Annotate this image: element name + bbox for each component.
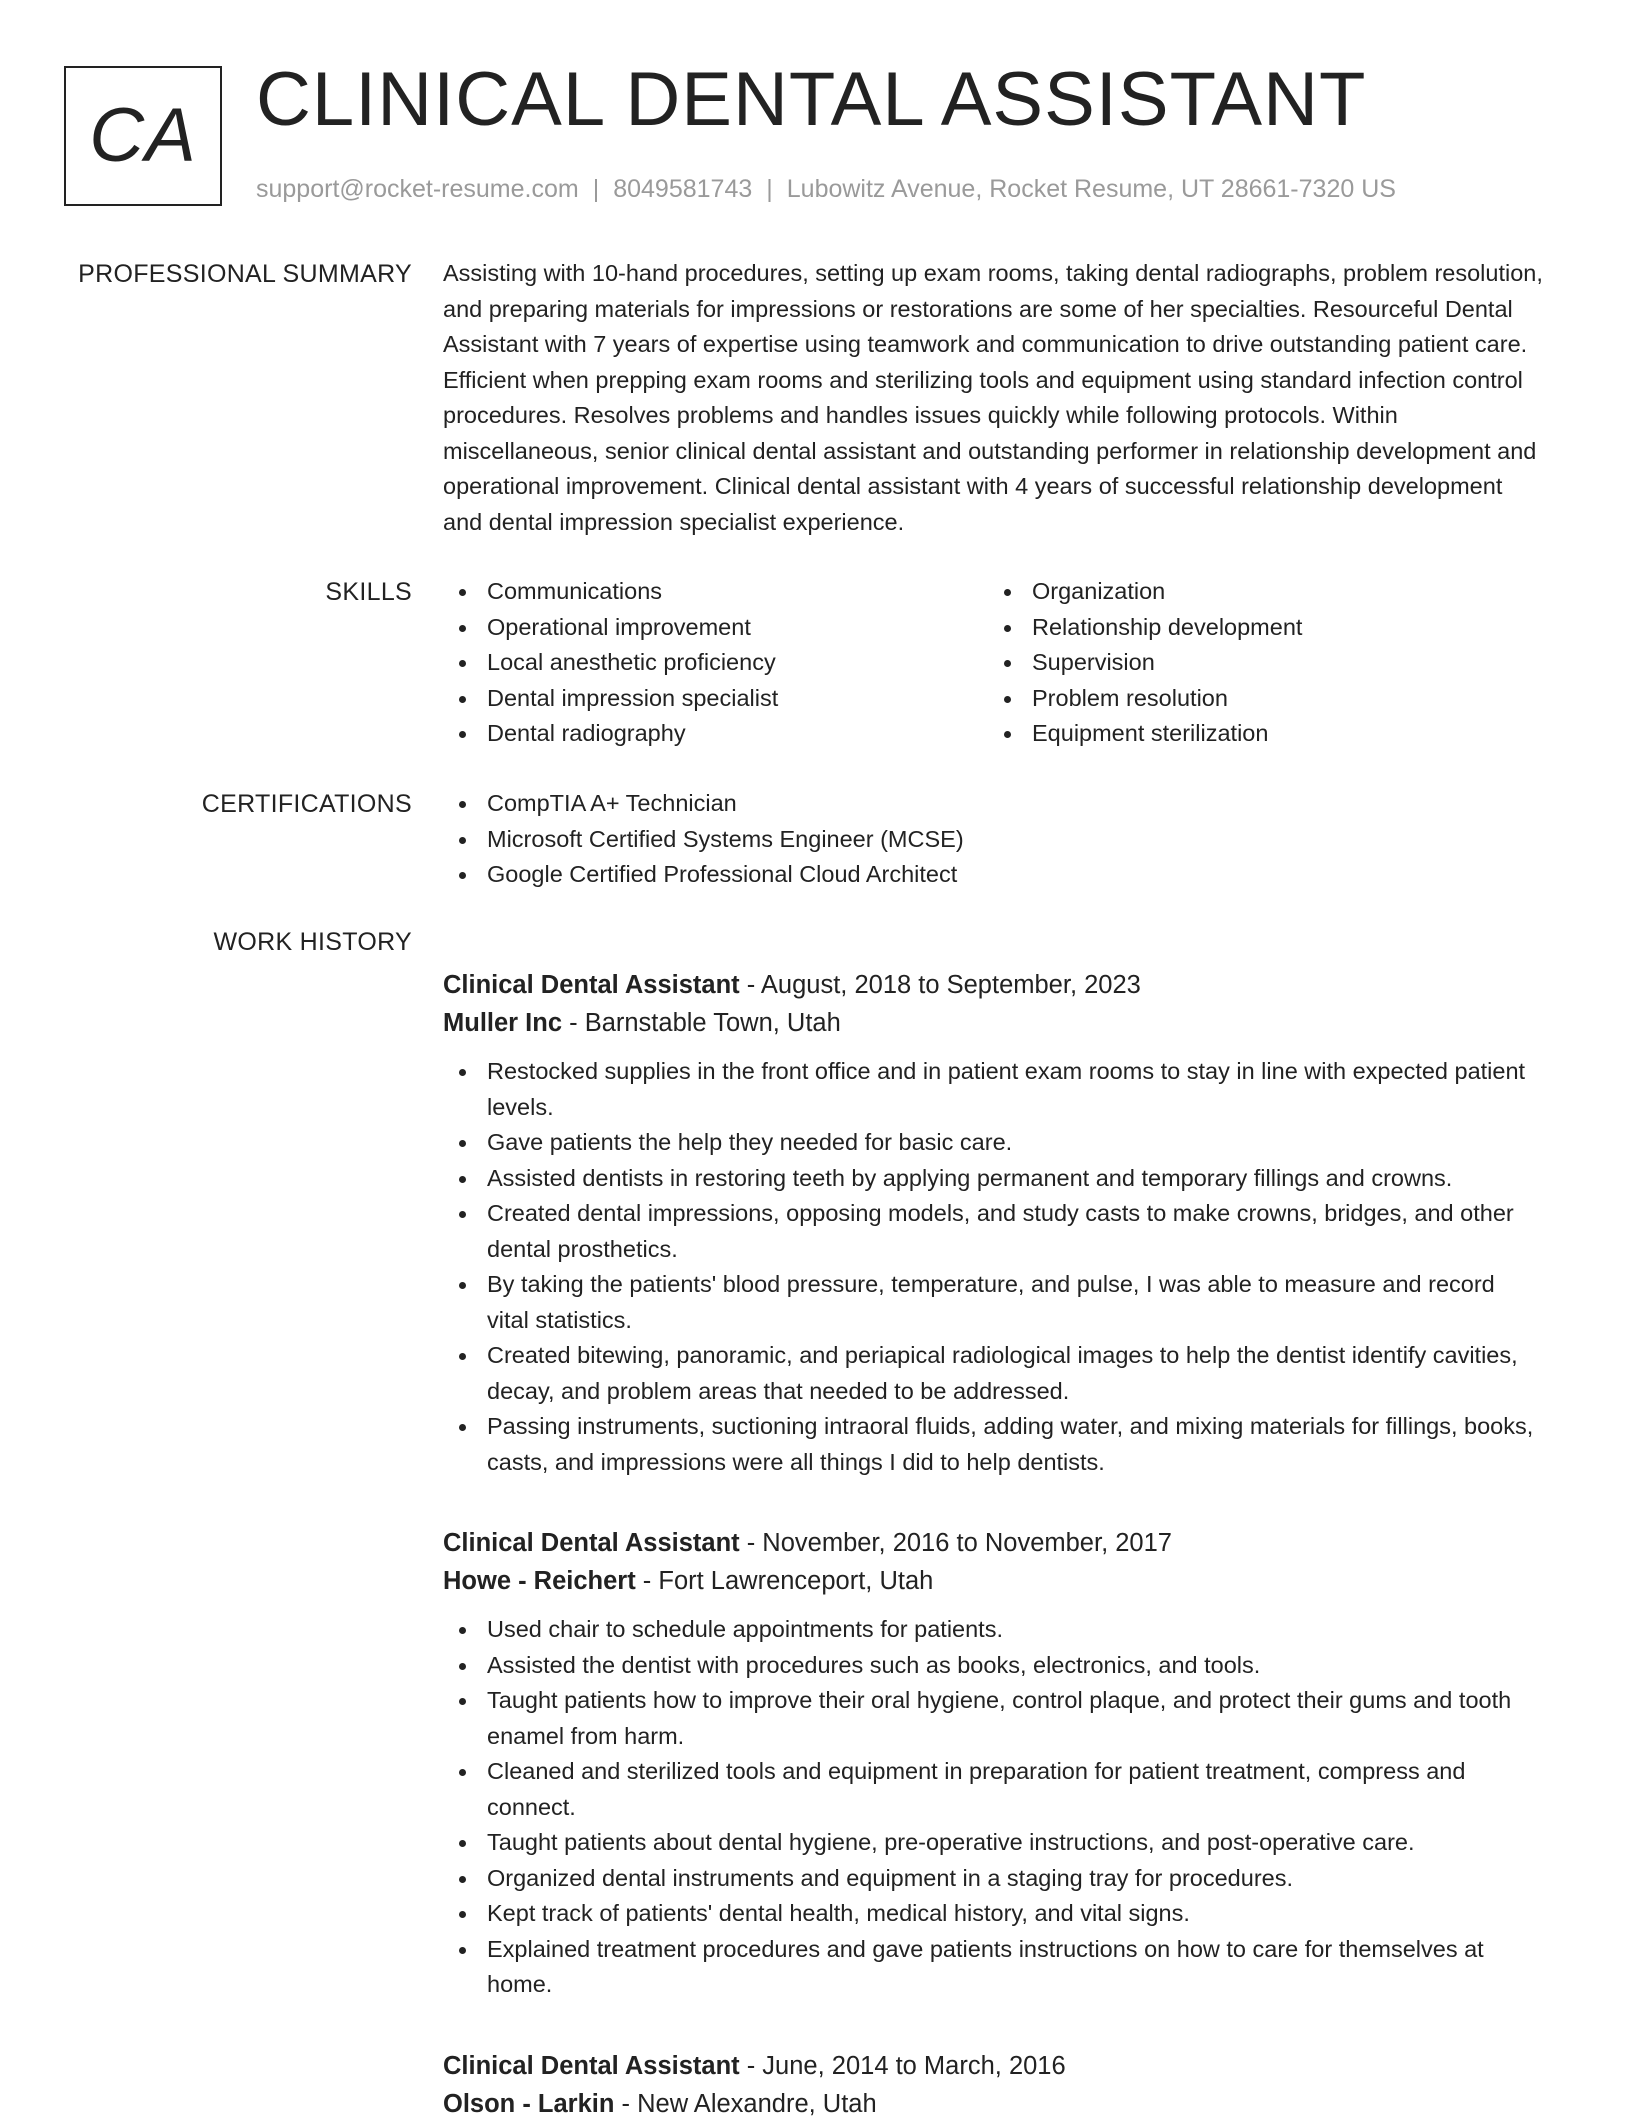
job-title-line xyxy=(443,2047,1543,2085)
list-item: By taking the patients' blood pressure, temperature, and pulse, I was able to measure and record vital statistics. xyxy=(443,1267,1543,1338)
job-title: Clinical Dental Assistant xyxy=(443,2051,740,2080)
contact-separator: | xyxy=(766,175,773,203)
work-history-heading: WORK HISTORY xyxy=(213,928,412,956)
job-bullets xyxy=(443,1054,1543,1480)
job-company-line xyxy=(443,1562,1543,1600)
job-title-line xyxy=(443,1524,1543,1562)
job-bullets xyxy=(443,1612,1543,2003)
skills-left-list xyxy=(443,574,988,752)
list-item: Dental radiography xyxy=(443,716,988,752)
certifications-body xyxy=(443,786,1543,893)
resume-name: CLINICAL DENTAL ASSISTANT xyxy=(256,57,1367,142)
job-location: - New Alexandre, Utah xyxy=(614,2089,877,2118)
list-item: Assisted the dentist with procedures such as books, electronics, and tools. xyxy=(443,1648,1543,1684)
list-item: Equipment sterilization xyxy=(988,716,1533,752)
job-dates: - November, 2016 to November, 2017 xyxy=(739,1529,1172,1557)
list-item: Relationship development xyxy=(988,610,1533,646)
list-item: Operational improvement xyxy=(443,610,988,646)
list-item: Taught patients about dental hygiene, pre-operative instructions, and post-operative care. xyxy=(443,1825,1543,1861)
list-item: Created dental impressions, opposing models, and study casts to make crowns, bridges, and other dental prosthetics. xyxy=(443,1196,1543,1267)
job-title: Clinical Dental Assistant xyxy=(443,1529,740,1557)
job-dates: - June, 2014 to March, 2016 xyxy=(739,2051,1066,2080)
list-item: Used chair to schedule appointments for patients. xyxy=(443,1612,1543,1648)
skills-grid xyxy=(443,574,1543,752)
job-company: Howe - Reichert xyxy=(443,1567,636,1595)
contact-email: support@rocket-resume.com xyxy=(256,175,579,203)
list-item: Explained treatment procedures and gave patients instructions on how to care for themselves at home. xyxy=(443,1932,1543,2003)
list-item: Passing instruments, suctioning intraoral fluids, adding water, and mixing materials for fillings, books, casts, and impressions were all things I did to help dentists. xyxy=(443,1409,1543,1480)
certifications-heading: CERTIFICATIONS xyxy=(201,790,412,818)
contact-phone: 8049581743 xyxy=(613,175,753,203)
job-company: Muller Inc xyxy=(443,1009,563,1037)
job-company-line xyxy=(443,2085,1543,2123)
list-item: Microsoft Certified Systems Engineer (MCSE) xyxy=(443,822,1543,858)
list-item: Gave patients the help they needed for basic care. xyxy=(443,1125,1543,1161)
job-entry xyxy=(443,2047,1543,2123)
list-item: Assisted dentists in restoring teeth by applying permanent and temporary fillings and crowns. xyxy=(443,1161,1543,1197)
job-entry xyxy=(443,966,1543,1480)
work-history-body xyxy=(443,922,1543,2123)
job-location: - Barnstable Town, Utah xyxy=(562,1009,841,1037)
list-item: Supervision xyxy=(988,645,1533,681)
summary-heading: PROFESSIONAL SUMMARY xyxy=(78,260,412,288)
contact-line xyxy=(256,174,1396,204)
list-item: Dental impression specialist xyxy=(443,681,988,717)
monogram-box xyxy=(64,66,222,206)
monogram-initials: CA xyxy=(89,93,197,178)
list-item: Cleaned and sterilized tools and equipment in preparation for patient treatment, compress and connect. xyxy=(443,1754,1543,1825)
skills-heading: SKILLS xyxy=(325,578,412,606)
job-entry xyxy=(443,1524,1543,2003)
summary-body xyxy=(443,256,1543,540)
job-company-line xyxy=(443,1004,1543,1042)
list-item: Communications xyxy=(443,574,988,610)
list-item: Created bitewing, panoramic, and periapical radiological images to help the dentist identify cavities, decay, and problem areas that needed to be addressed. xyxy=(443,1338,1543,1409)
skills-body xyxy=(443,574,1543,752)
list-item: Problem resolution xyxy=(988,681,1533,717)
list-item: Restocked supplies in the front office and in patient exam rooms to stay in line with expected patient levels. xyxy=(443,1054,1543,1125)
job-title: Clinical Dental Assistant xyxy=(443,971,740,999)
summary-text: Assisting with 10-hand procedures, setting up exam rooms, taking dental radiographs, problem resolution, and preparing materials for impressions or restorations are some of her specialties. Resourceful Dental Assistant with 7 years of expertise using teamwork and communication to drive outstanding patient care. Efficient when prepping exam rooms and sterilizing tools and equipment using standard infection control procedures. Resolves problems and handles issues quickly while following protocols. Within miscellaneous, senior clinical dental assistant and outstanding performer in relationship development and operational improvement. Clinical dental assistant with 4 years of successful relationship development and dental impression specialist experience. xyxy=(443,260,1543,535)
list-item: CompTIA A+ Technician xyxy=(443,786,1543,822)
list-item: Google Certified Professional Cloud Architect xyxy=(443,857,1543,893)
list-item: Local anesthetic proficiency xyxy=(443,645,988,681)
job-title-line xyxy=(443,966,1543,1004)
contact-separator: | xyxy=(592,175,600,203)
list-item: Organized dental instruments and equipment in a staging tray for procedures. xyxy=(443,1861,1543,1897)
job-location: - Fort Lawrenceport, Utah xyxy=(635,1567,934,1595)
skills-right-list xyxy=(988,574,1533,752)
list-item: Kept track of patients' dental health, medical history, and vital signs. xyxy=(443,1896,1543,1932)
job-dates: - August, 2018 to September, 2023 xyxy=(739,971,1141,999)
certifications-list xyxy=(443,786,1543,893)
job-company: Olson - Larkin xyxy=(443,2089,615,2118)
list-item: Taught patients how to improve their oral hygiene, control plaque, and protect their gums and tooth enamel from harm. xyxy=(443,1683,1543,1754)
contact-address: Lubowitz Avenue, Rocket Resume, UT 28661-7320 US xyxy=(786,175,1396,203)
list-item: Organization xyxy=(988,574,1533,610)
